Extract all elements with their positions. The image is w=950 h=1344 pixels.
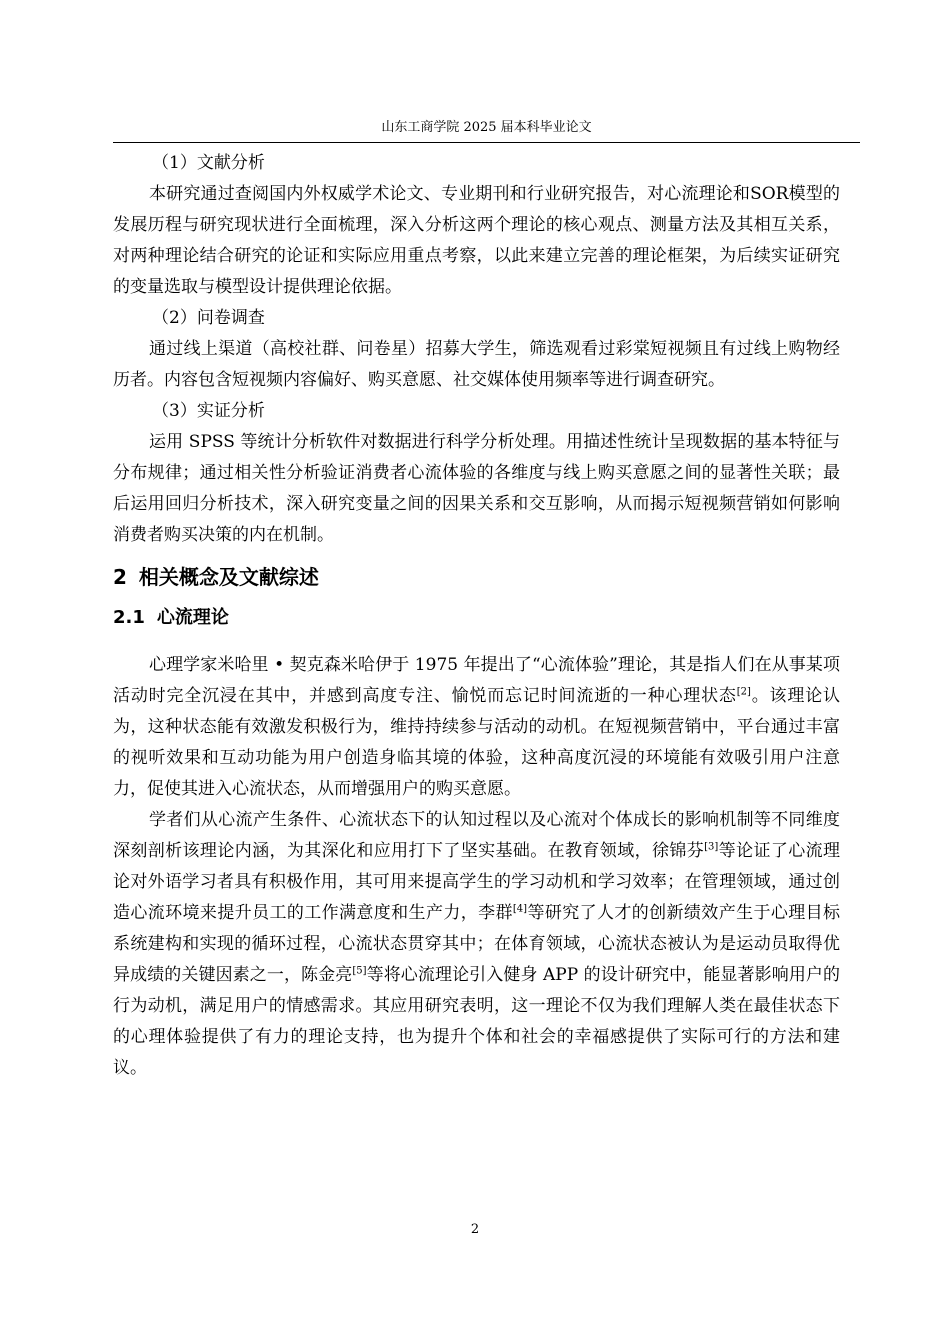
citation-ref: [5] <box>352 965 367 977</box>
paragraph-literature: 本研究通过查阅国内外权威学术论文、专业期刊和行业研究报告，对心流理论和SOR模型的发展历程与研究现状进行全面梳理，深入分析这两个理论的核心观点、测量方法及其相互关系，对两种理论结合研究的论证和实际应用重点考察，以此来建立完善的理论框架，为后续实证研究的变量选取与模型设计提供理论依据。 <box>113 184 840 297</box>
citation-ref: [4] <box>512 903 528 915</box>
text-run: 等将心流理论引入健身 APP 的设计研究中，能显著影响用户的行为动机，满足用户的情感需求。其应用研究表明，这一理论不仅为我们理解人类在最佳状态下的心理体验提供了有力的理论支持，也为提升个体和社会的幸福感提供了实际可行的方法和建议。 <box>113 965 841 1078</box>
paragraph-flow-theory-2 <box>113 805 840 1084</box>
paragraph-flow-theory-1 <box>113 650 840 805</box>
text-run: 。该理论认为，这种状态能有效激发积极行为，维持持续参与活动的动机。在短视频营销中，平台通过丰富的视听效果和互动功能为用户创造身临其境的体验，这种高度沉浸的环境能有效吸引用户注意力，促使其进入心流状态，从而增强用户的购买意愿。 <box>113 686 841 799</box>
chapter-title: 相关概念及文献综述 <box>138 565 319 589</box>
header-title: 山东工商学院 2025 届本科毕业论文 <box>381 120 592 135</box>
citation-ref: [2] <box>736 686 751 698</box>
page-body <box>113 148 840 1084</box>
citation-ref: [3] <box>704 841 719 853</box>
page-number: 2 <box>470 1222 480 1237</box>
paragraph-survey: 通过线上渠道（高校社群、问卷星）招募大学生，筛选观看过彩棠短视频且有过线上购物经历者。内容包含短视频内容偏好、购买意愿、社交媒体使用频率等进行调查研究。 <box>113 339 840 390</box>
text-run: 学者们从心流产生条件、心流状态下的认知过程以及心流对个体成长的影响机制等不同维度深刻剖析该理论内涵，为其深化和应用打下了坚实基础。在教育领域，徐锦芬 <box>113 810 840 861</box>
subheading-empirical: （3）实证分析 <box>152 401 265 421</box>
running-header <box>113 118 860 143</box>
section-heading <box>113 604 840 632</box>
chapter-heading <box>113 562 840 592</box>
text-run: 等研究了人才的创新绩效产生于心理目标系统建构和实现的循环过程，心流状态贯穿其中；在体育领域，心流状态被认为是运动员取得优异成绩的关键因素之一，陈金亮 <box>113 903 841 985</box>
text-run: 等论证了心流理论对外语学习者具有积极作用，其可用来提高学生的学习动机和学习效率；在管理领域，通过创造心流环境来提升员工的工作满意度和生产力，李群 <box>113 841 840 923</box>
section-number: 2.1 <box>113 607 145 628</box>
chapter-number: 2 <box>113 565 127 589</box>
paragraph-empirical: 运用 SPSS 等统计分析软件对数据进行科学分析处理。用描述性统计呈现数据的基本特征与分布规律；通过相关性分析验证消费者心流体验的各维度与线上购买意愿之间的显著性关联；最后运用回归分析技术，深入研究变量之间的因果关系和交互影响，从而揭示短视频营销如何影响消费者购买决策的内在机制。 <box>113 432 840 545</box>
subheading-literature: （1）文献分析 <box>152 153 265 173</box>
section-title: 心流理论 <box>156 607 229 628</box>
text-run: 心理学家米哈里 • 契克森米哈伊于 1975 年提出了“心流体验”理论，其是指人们在从事某项活动时完全沉浸在其中，并感到高度专注、愉悦而忘记时间流逝的一种心理状态 <box>113 655 840 706</box>
page-footer <box>0 1222 950 1237</box>
subheading-survey: （2）问卷调查 <box>152 308 265 328</box>
